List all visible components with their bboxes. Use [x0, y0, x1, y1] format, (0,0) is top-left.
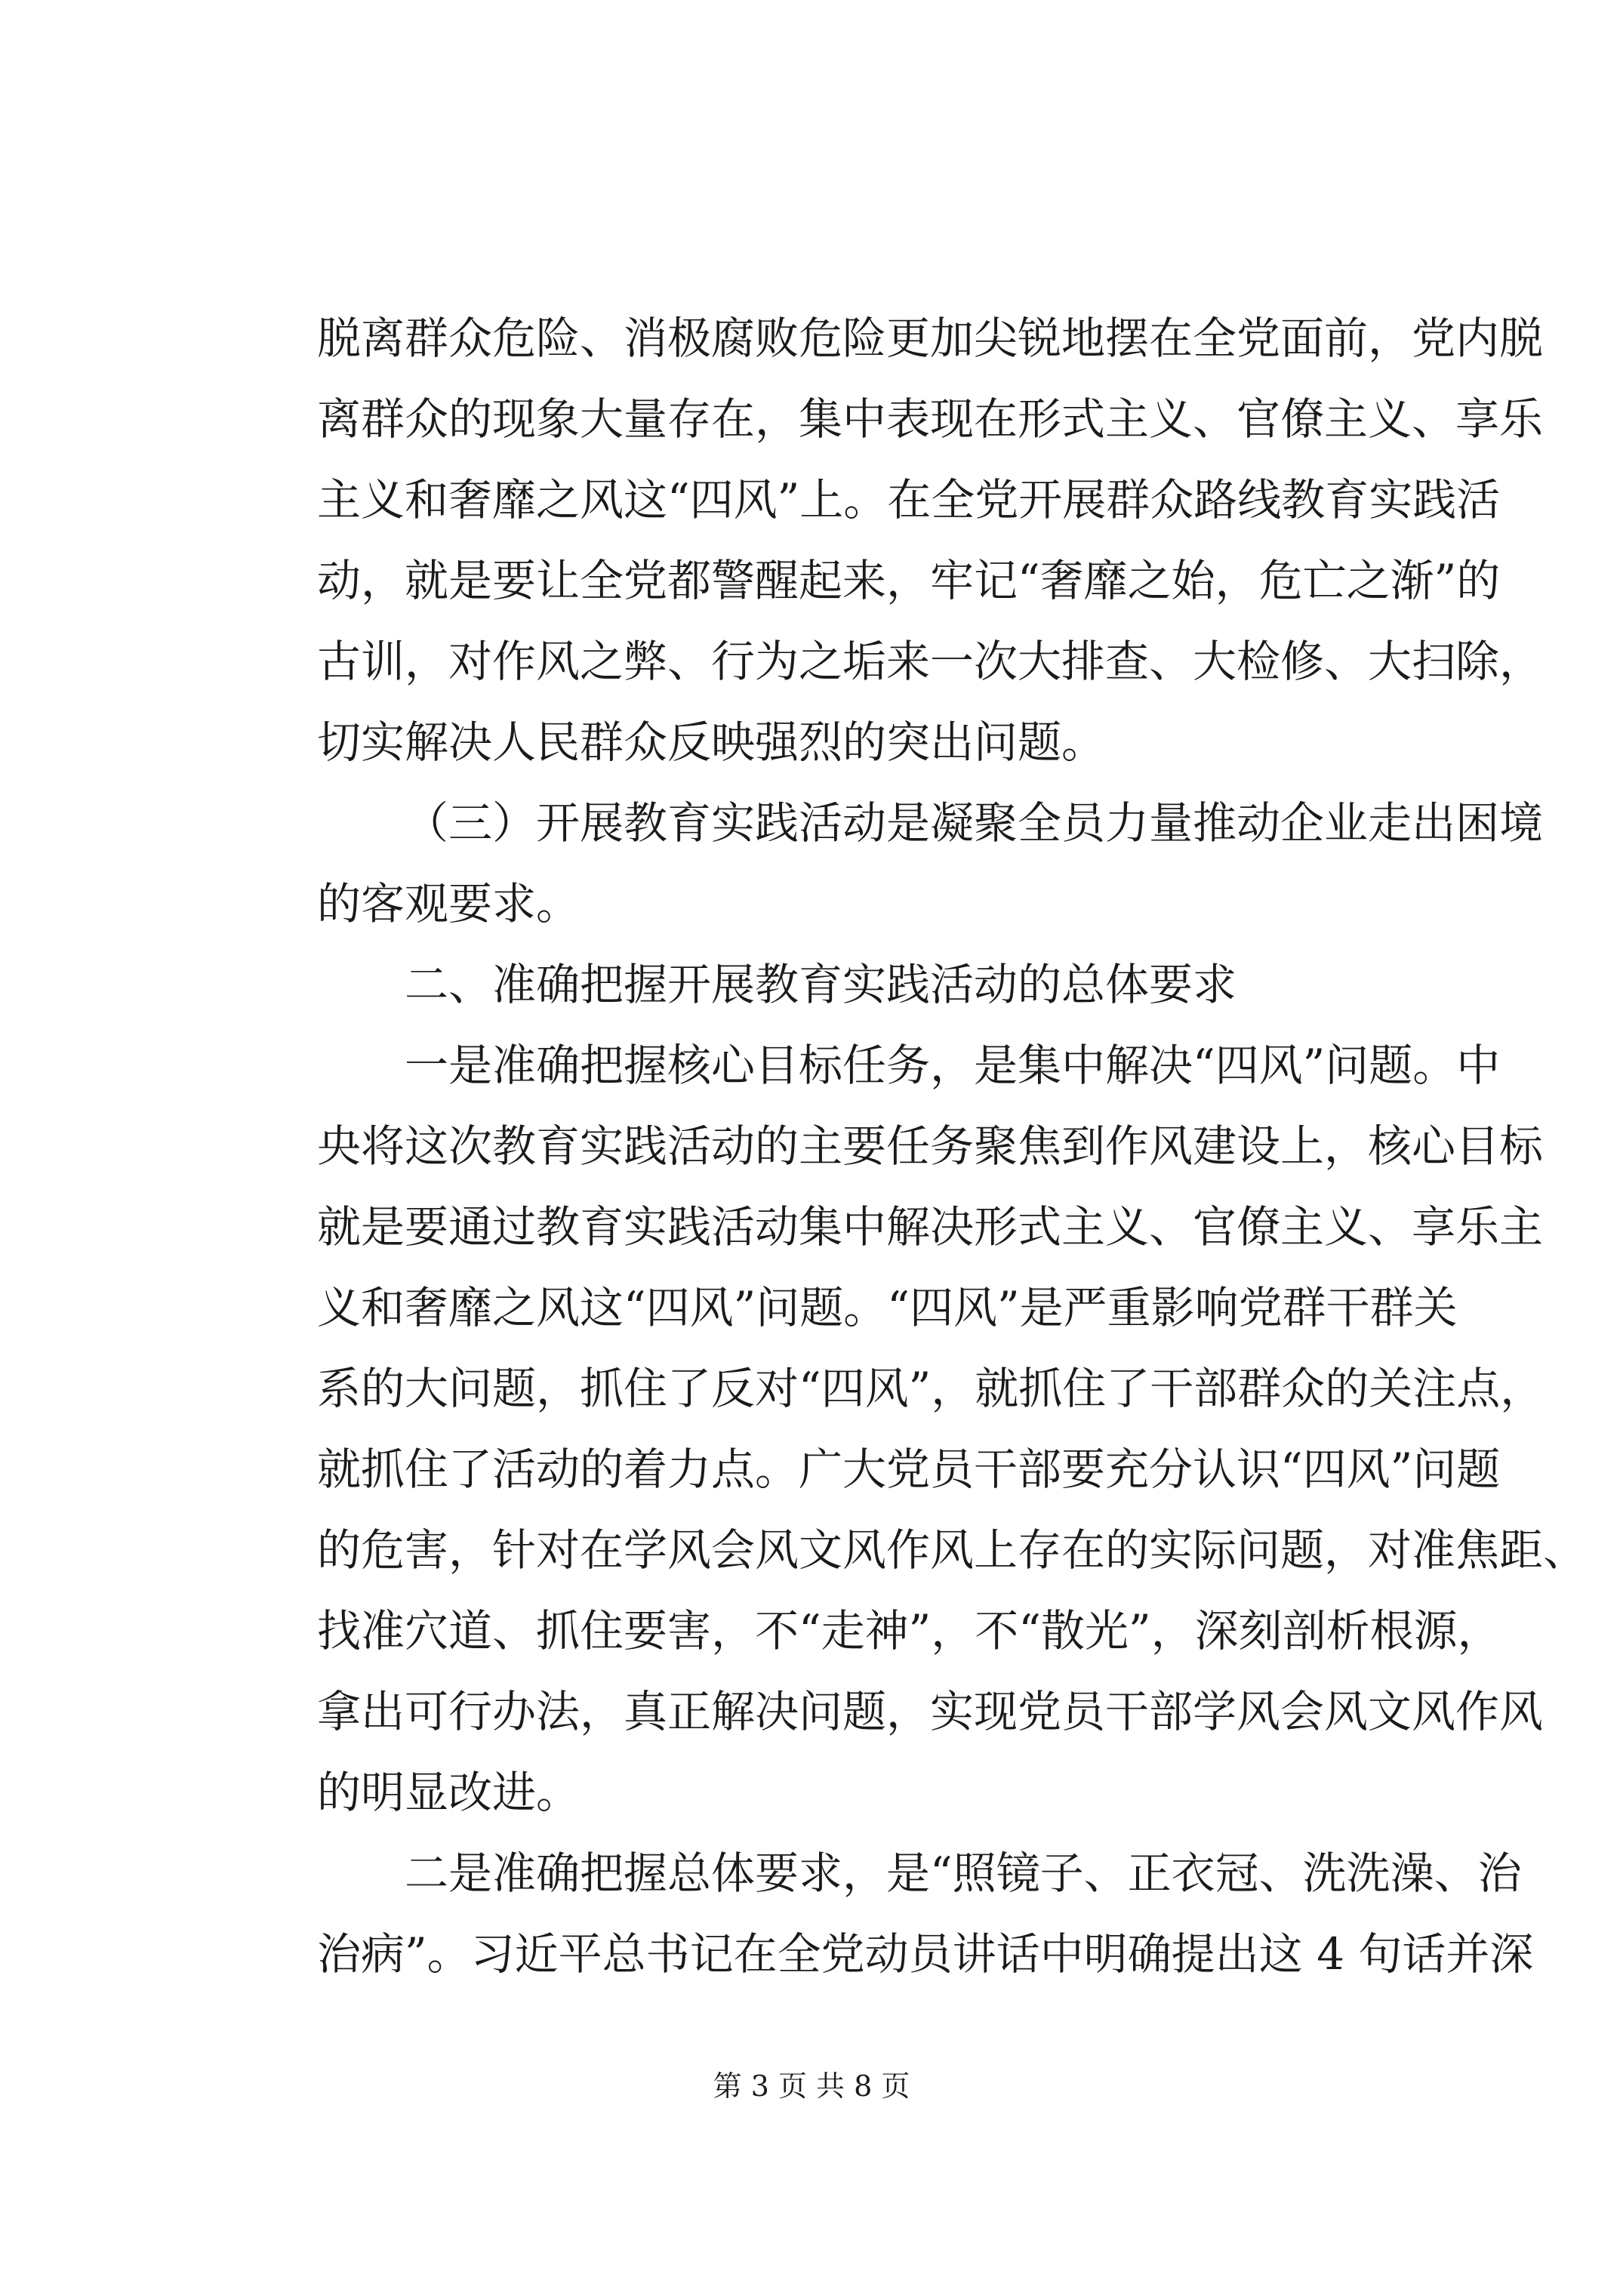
- text-line: 离群众的现象大量存在，集中表现在形式主义、官僚主义、享乐: [317, 393, 1544, 445]
- text-line: 就是要通过教育实践活动集中解决形式主义、官僚主义、享乐主: [317, 1201, 1544, 1253]
- text-line: 二是准确把握总体要求，是“照镜子、正衣冠、洗洗澡、治: [405, 1848, 1522, 1899]
- text-line: 就抓住了活动的着力点。广大党员干部要充分认识“四风”问题: [317, 1444, 1501, 1495]
- text-line: 央将这次教育实践活动的主要任务聚焦到作风建设上，核心目标: [317, 1120, 1544, 1172]
- text-line: 切实解决人民群众反映强烈的突出问题。: [317, 717, 1106, 768]
- text-line: 主义和奢靡之风这“四风”上。在全党开展群众路线教育实践活: [317, 474, 1501, 525]
- text-line: 找准穴道、抓住要害，不“走神”，不“散光”，深刻剖析根源，: [317, 1605, 1501, 1657]
- text-line: 一是准确把握核心目标任务，是集中解决“四风”问题。中: [405, 1040, 1501, 1091]
- section-heading-line: 的客观要求。: [317, 878, 581, 929]
- text-line: 拿出可行办法，真正解决问题，实现党员干部学风会风文风作风: [317, 1686, 1544, 1737]
- text-line: 的明显改进。: [317, 1767, 581, 1818]
- text-line: 义和奢靡之风这“四风”问题。“四风”是严重影响党群干群关: [317, 1282, 1458, 1333]
- text-line: 脱离群众危险、消极腐败危险更加尖锐地摆在全党面前，党内脱: [317, 313, 1544, 364]
- section-heading: 二、准确把握开展教育实践活动的总体要求: [405, 959, 1237, 1010]
- text-line: 的危害，针对在学风会风文风作风上存在的实际问题，对准焦距、: [317, 1524, 1588, 1576]
- section-heading-line: （三）开展教育实践活动是凝聚全员力量推动企业走出困境: [405, 797, 1544, 849]
- text-line: 治病”。习近平总书记在全党动员讲话中明确提出这 4 句话并深: [317, 1928, 1534, 1980]
- page-number-footer: 第 3 页 共 8 页: [713, 2069, 910, 2103]
- text-line: 动，就是要让全党都警醒起来，牢记“奢靡之始，危亡之渐”的: [317, 555, 1501, 606]
- text-line: 古训，对作风之弊、行为之垢来一次大排查、大检修、大扫除，: [317, 636, 1544, 687]
- text-line: 系的大问题，抓住了反对“四风”，就抓住了干部群众的关注点，: [317, 1363, 1544, 1414]
- document-body: [317, 298, 1588, 1995]
